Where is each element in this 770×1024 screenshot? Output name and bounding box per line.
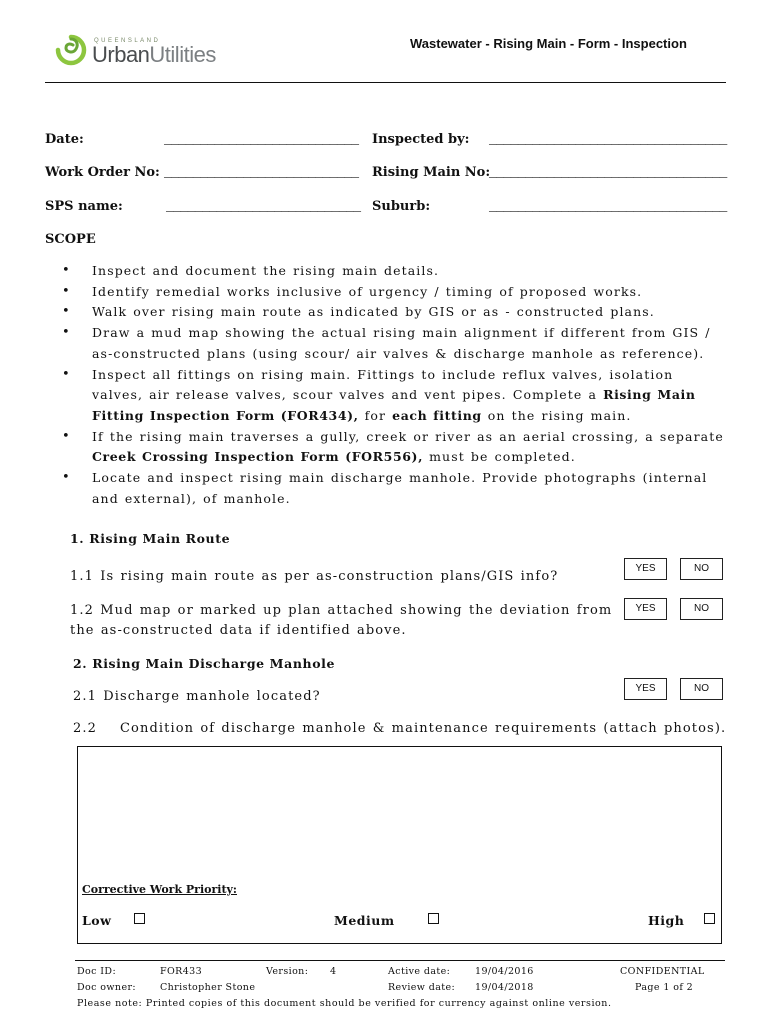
urban-utilities-logo-icon bbox=[54, 34, 88, 66]
q1-2-yes-button[interactable]: YES bbox=[624, 598, 667, 620]
question-2-2: Condition of discharge manhole & maintenance requirements (attach photos). bbox=[120, 721, 727, 736]
priority-medium-checkbox[interactable] bbox=[428, 913, 439, 924]
footer-divider bbox=[75, 960, 725, 961]
suburb-label: Suburb: bbox=[372, 199, 431, 214]
date-label: Date: bbox=[45, 132, 84, 147]
section-1-heading: 1. Rising Main Route bbox=[70, 531, 231, 546]
sps-name-label: SPS name: bbox=[45, 199, 123, 214]
doc-owner-label: Doc owner: bbox=[77, 982, 137, 993]
date-field[interactable]: ___________________________ bbox=[164, 132, 359, 147]
logo-wordmark-bold: Urban bbox=[92, 42, 150, 67]
logo-subtext: QUEENSLAND bbox=[94, 38, 161, 44]
footer-note: Please note: Printed copies of this document should be verified for currency against online version. bbox=[77, 998, 612, 1009]
scope-item-text: must be completed. bbox=[423, 449, 576, 465]
logo-wordmark-light: Utilities bbox=[149, 42, 216, 67]
question-1-1: 1.1 Is rising main route as per as-construction plans/GIS info? bbox=[70, 569, 559, 584]
rising-main-no-field[interactable]: _________________________________ bbox=[489, 165, 727, 180]
document-title: Wastewater - Rising Main - Form - Inspection bbox=[410, 36, 687, 51]
q1-1-yes-button[interactable]: YES bbox=[624, 558, 667, 580]
scope-heading: SCOPE bbox=[45, 232, 96, 247]
scope-item bbox=[62, 427, 726, 468]
scope-item: • Walk over rising main route as indicated by GIS or as - constructed plans. bbox=[62, 302, 726, 323]
scope-item: • Identify remedial works inclusive of urgency / timing of proposed works. bbox=[62, 282, 726, 303]
priority-medium-label: Medium bbox=[334, 913, 395, 928]
suburb-field[interactable]: _________________________________ bbox=[489, 199, 727, 214]
header-divider bbox=[45, 82, 726, 83]
doc-id-value: FOR433 bbox=[160, 966, 203, 977]
inspected-by-field[interactable]: _________________________________ bbox=[489, 132, 727, 147]
work-order-label: Work Order No: bbox=[45, 165, 160, 180]
scope-item-text: If the rising main traverses a gully, creek or river as an aerial crossing, a separate bbox=[92, 428, 724, 444]
inspected-by-label: Inspected by: bbox=[372, 132, 470, 147]
active-date-value: 19/04/2016 bbox=[475, 966, 534, 977]
work-order-field[interactable]: ___________________________ bbox=[164, 165, 359, 180]
scope-item bbox=[62, 365, 726, 427]
active-date-label: Active date: bbox=[388, 966, 451, 977]
logo-wordmark bbox=[92, 42, 216, 68]
rising-main-no-label: Rising Main No: bbox=[372, 165, 491, 180]
question-2-2-number: 2.2 bbox=[73, 721, 97, 736]
version-label: Version: bbox=[266, 966, 309, 977]
confidential-label: CONFIDENTIAL bbox=[620, 966, 705, 977]
scope-item-text: on the rising main. bbox=[481, 407, 632, 423]
review-date-label: Review date: bbox=[388, 982, 456, 993]
review-date-value: 19/04/2018 bbox=[475, 982, 534, 993]
fitting-form-reference: Rising Main Fitting Inspection Form (FOR434), bbox=[92, 387, 696, 423]
scope-list bbox=[62, 261, 726, 509]
scope-item: • Inspect and document the rising main details. bbox=[62, 261, 726, 282]
corrective-work-priority-label: Corrective Work Priority: bbox=[82, 883, 237, 896]
priority-high-checkbox[interactable] bbox=[704, 913, 715, 924]
doc-owner-value: Christopher Stone bbox=[160, 982, 256, 993]
q2-1-yes-button[interactable]: YES bbox=[624, 678, 667, 700]
q2-1-no-button[interactable]: NO bbox=[680, 678, 723, 700]
each-fitting-emphasis: each fitting bbox=[392, 407, 482, 423]
q1-1-no-button[interactable]: NO bbox=[680, 558, 723, 580]
scope-item-text: Inspect all fittings on rising main. Fittings to include reflux valves, isolation valves, air release valves, scour valves and vent pipes. Complete a bbox=[92, 366, 674, 403]
condition-notes-box[interactable] bbox=[77, 746, 722, 944]
sps-name-field[interactable]: ___________________________ bbox=[166, 199, 361, 214]
scope-item-text: for bbox=[358, 407, 393, 423]
question-2-1: 2.1 Discharge manhole located? bbox=[73, 689, 321, 704]
section-2-heading: 2. Rising Main Discharge Manhole bbox=[73, 656, 336, 671]
scope-item: • Locate and inspect rising main discharge manhole. Provide photographs (internal and external), of manhole. bbox=[62, 468, 726, 509]
q1-2-no-button[interactable]: NO bbox=[680, 598, 723, 620]
page-number: Page 1 of 2 bbox=[635, 982, 694, 993]
priority-low-label: Low bbox=[82, 913, 112, 928]
question-1-2: 1.2 Mud map or marked up plan attached showing the deviation from the as-constructed data if identified above. bbox=[70, 603, 613, 638]
priority-low-checkbox[interactable] bbox=[134, 913, 145, 924]
version-value: 4 bbox=[330, 966, 337, 977]
doc-id-label: Doc ID: bbox=[77, 966, 117, 977]
creek-form-reference: Creek Crossing Inspection Form (FOR556), bbox=[92, 449, 424, 465]
scope-item: • Draw a mud map showing the actual rising main alignment if different from GIS / as-constructed plans (using scour/ air valves & discharge manhole as reference). bbox=[62, 323, 726, 364]
priority-high-label: High bbox=[648, 913, 685, 928]
